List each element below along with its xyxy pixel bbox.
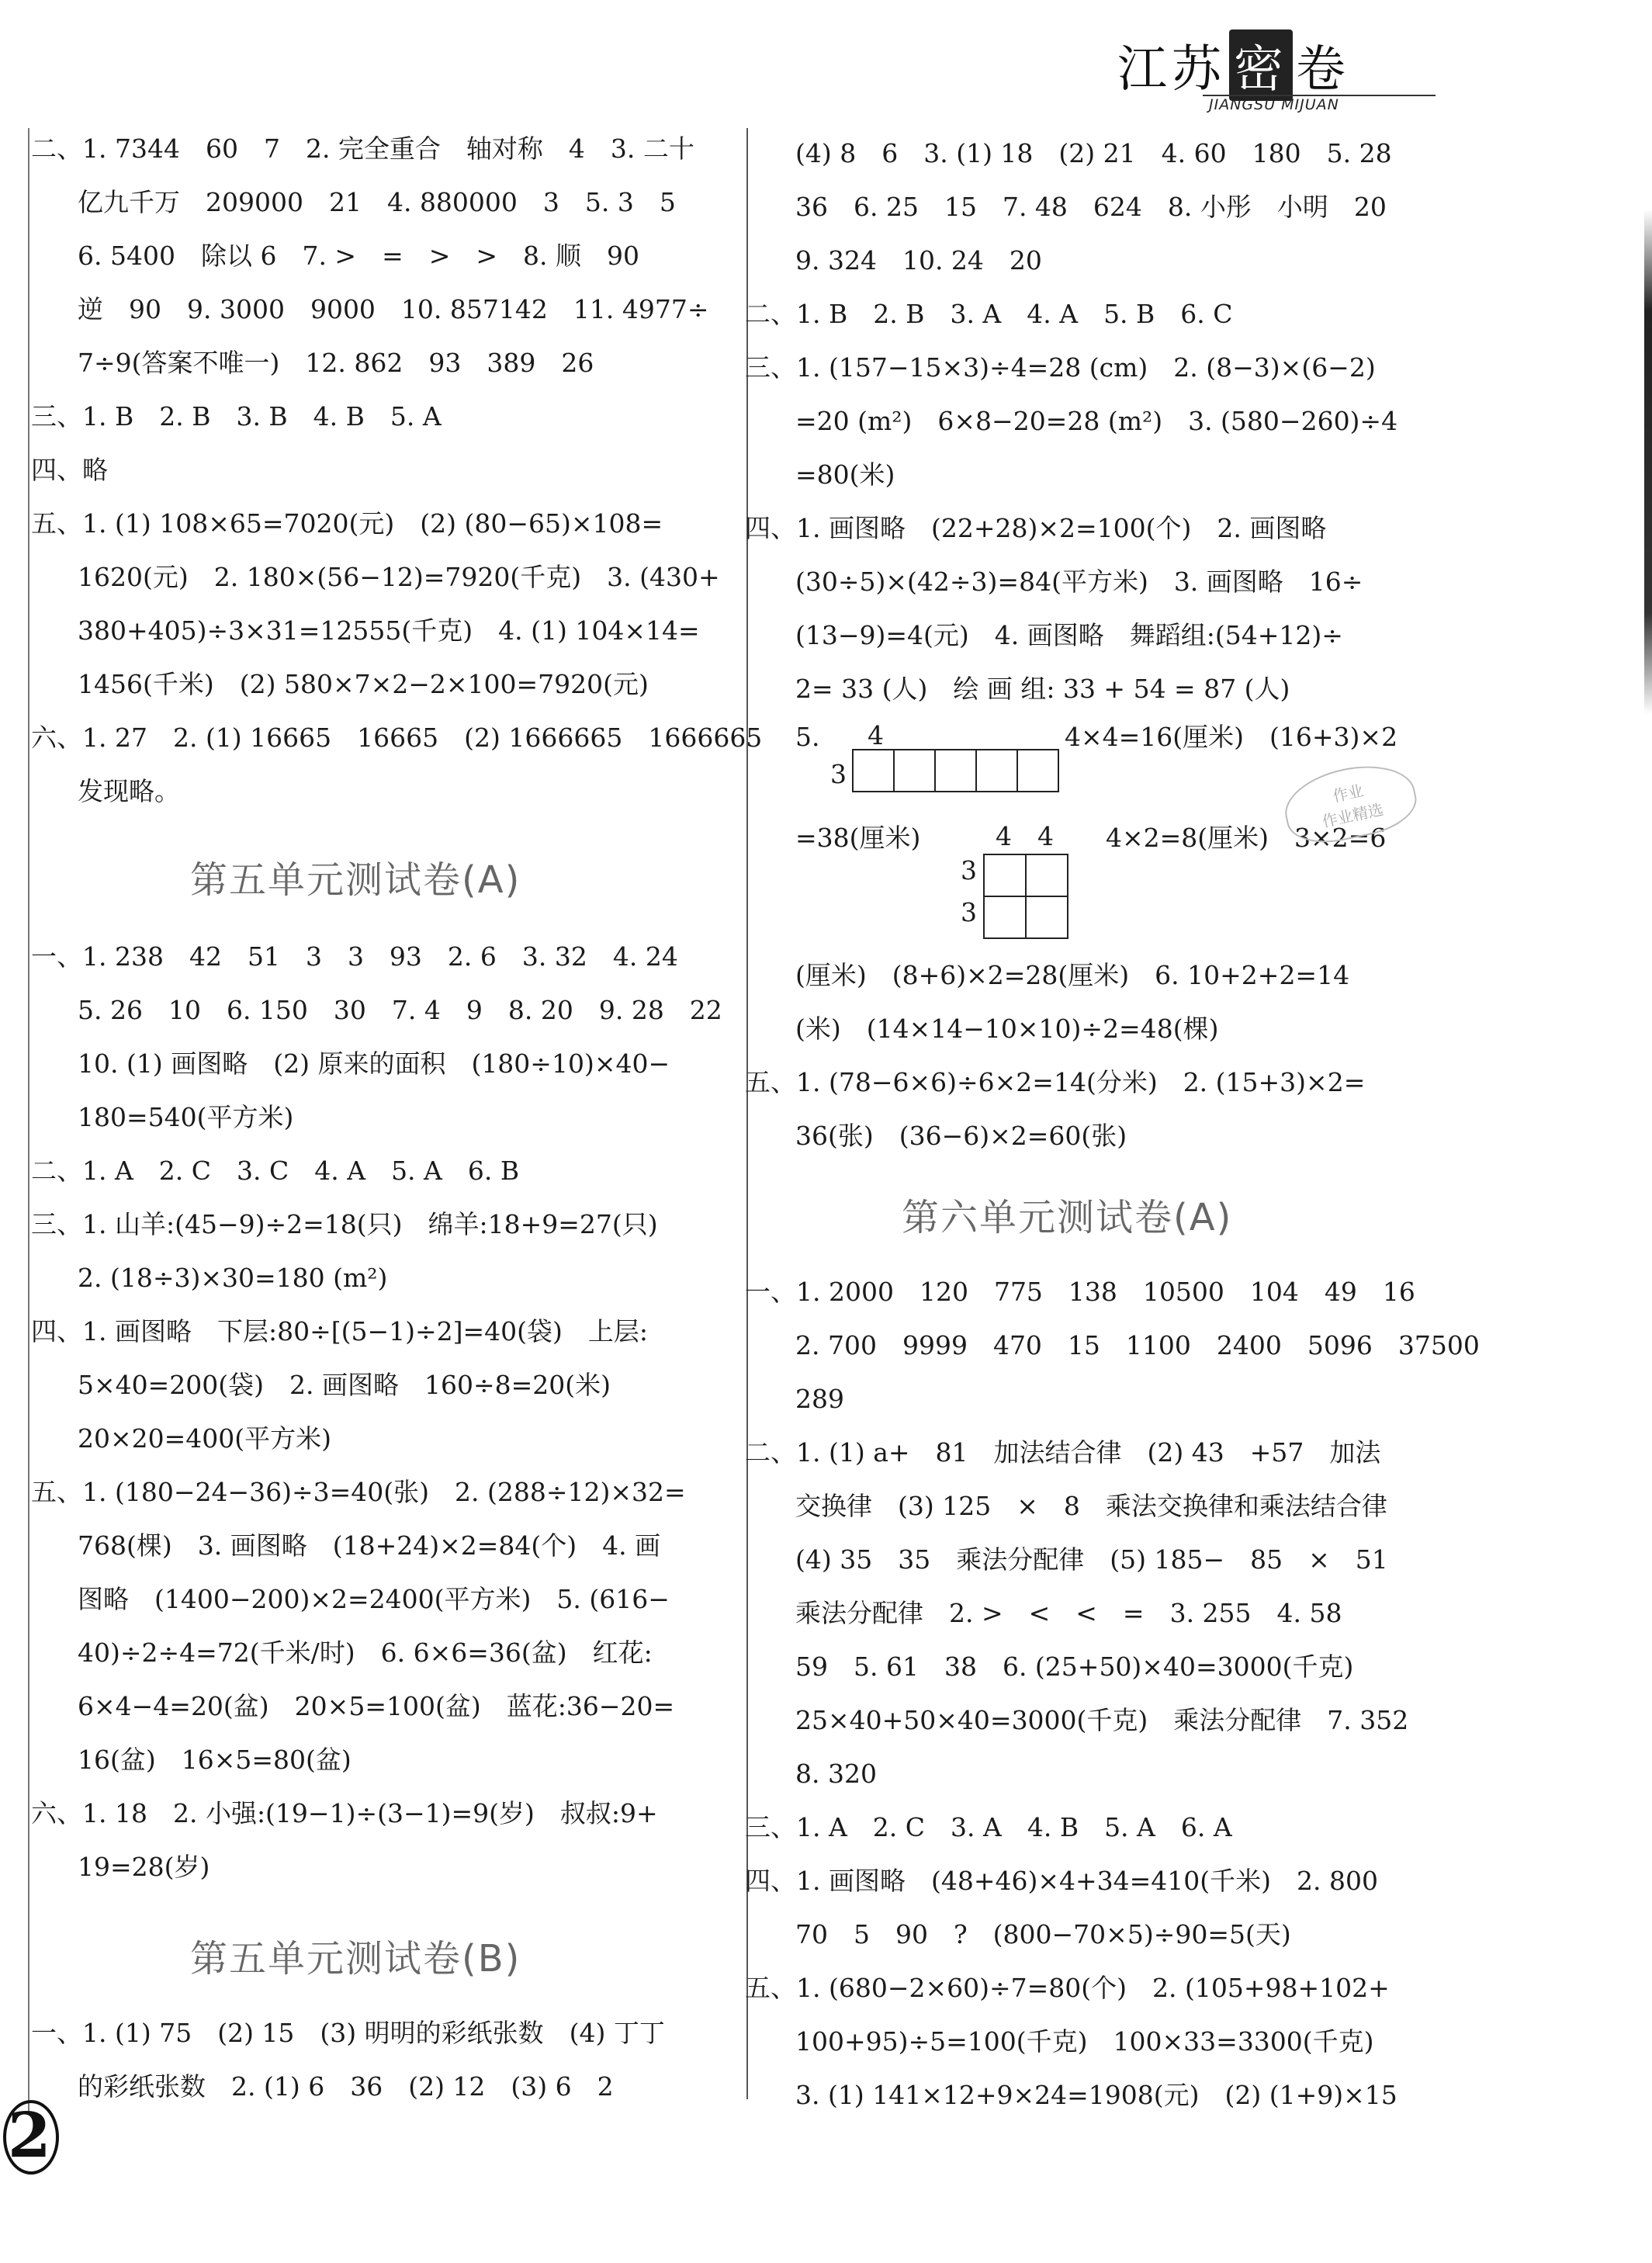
answer-line: 180=540(平方米) xyxy=(78,1102,294,1132)
answer-line: 1620(元) 2. 180×(56−12)=7920(千克) 3. (430+ xyxy=(78,562,720,592)
answer-line: 10. (1) 画图略 (2) 原来的面积 (180÷10)×40− xyxy=(78,1048,670,1079)
answer-line: 五、1. (78−6×6)÷6×2=14(分米) 2. (15+3)×2= xyxy=(745,1067,1366,1097)
answer-line: 16(盆) 16×5=80(盆) xyxy=(78,1745,352,1775)
q5-grid-cell xyxy=(1025,896,1068,939)
answer-line: 6×4−4=20(盆) 20×5=100(盆) 蓝花:36−20= xyxy=(78,1691,675,1721)
q5-calc-1: 4×4=16(厘米) (16+3)×2 xyxy=(1065,722,1398,752)
answer-line: 19=28(岁) xyxy=(78,1852,210,1882)
answer-line: 三、1. 山羊:(45−9)÷2=18(只) 绵羊:18+9=27(只) xyxy=(31,1209,658,1239)
answer-line: 三、1. B 2. B 3. B 4. B 5. A xyxy=(31,401,442,431)
q5-calc-3: 4×2=8(厘米) 3×2=6 xyxy=(1106,823,1387,853)
q5-grid-side-label: 3 xyxy=(961,855,977,885)
answer-line: 五、1. (680−2×60)÷7=80(个) 2. (105+98+102+ xyxy=(745,1973,1390,2003)
answer-line: 亿九千万 209000 21 4. 880000 3 5. 3 5 xyxy=(78,187,676,217)
answer-line: 7÷9(答案不唯一) 12. 862 93 389 26 xyxy=(78,348,594,378)
q5-grid-cell xyxy=(983,896,1027,939)
answer-line: =80(米) xyxy=(795,459,895,490)
answer-line: 二、1. 7344 60 7 2. 完全重合 轴对称 4 3. 二十 xyxy=(31,133,694,164)
q5-rect-cell xyxy=(1016,749,1059,792)
answer-line: 四、1. 画图略 (48+46)×4+34=410(千米) 2. 800 xyxy=(745,1866,1378,1896)
answer-line: 逆 90 9. 3000 9000 10. 857142 11. 4977÷ xyxy=(78,294,709,324)
section-heading-5a: 第五单元测试卷(A) xyxy=(190,858,521,902)
brand-logo xyxy=(1117,29,1443,115)
answer-line: 25×40+50×40=3000(千克) 乘法分配律 7. 352 xyxy=(795,1705,1409,1735)
answer-line: (米) (14×14−10×10)÷2=48(棵) xyxy=(795,1014,1219,1044)
stamp-line-2: 作业精选 xyxy=(1320,799,1385,831)
answer-line: (4) 35 35 乘法分配律 (5) 185− 85 × 51 xyxy=(795,1544,1388,1575)
answer-line: 1456(千米) (2) 580×7×2−2×100=7920(元) xyxy=(78,669,649,699)
answer-line: 乘法分配律 2. > < < = 3. 255 4. 58 xyxy=(795,1598,1342,1628)
answer-line: (13−9)=4(元) 4. 画图略 舞蹈组:(54+12)÷ xyxy=(795,620,1343,650)
section-heading-6a: 第六单元测试卷(A) xyxy=(902,1196,1233,1239)
answer-line: 二、1. A 2. C 3. C 4. A 5. A 6. B xyxy=(31,1156,520,1186)
answer-line: (30÷5)×(42÷3)=84(平方米) 3. 画图略 16÷ xyxy=(795,567,1363,597)
answer-line: 380+405)÷3×31=12555(千克) 4. (1) 104×14= xyxy=(78,615,700,646)
answer-line: 768(棵) 3. 画图略 (18+24)×2=84(个) 4. 画 xyxy=(78,1530,661,1561)
answer-line: 8. 320 xyxy=(795,1759,877,1789)
answer-line: 三、1. A 2. C 3. A 4. B 5. A 6. A xyxy=(745,1812,1232,1842)
q5-side-label: 3 xyxy=(830,759,847,789)
answer-line: 20×20=400(平方米) xyxy=(78,1423,332,1454)
answer-line: 三、1. (157−15×3)÷4=28 (cm) 2. (8−3)×(6−2) xyxy=(745,352,1376,383)
answer-line: (厘米) (8+6)×2=28(厘米) 6. 10+2+2=14 xyxy=(795,960,1350,990)
brand-subtitle: JIANGSU MIJUAN xyxy=(1209,96,1339,113)
answer-line: 图略 (1400−200)×2=2400(平方米) 5. (616− xyxy=(78,1584,670,1614)
answer-line: 一、1. 238 42 51 3 3 93 2. 6 3. 32 4. 24 xyxy=(31,941,678,972)
q5-rect-cell xyxy=(934,749,977,792)
answer-line: 的彩纸张数 2. (1) 6 36 (2) 12 (3) 6 2 xyxy=(78,2071,614,2102)
stamp-line-1: 作业 xyxy=(1331,781,1366,806)
q5-grid-side-label: 3 xyxy=(961,897,977,927)
answer-line: 交换律 (3) 125 × 8 乘法交换律和乘法结合律 xyxy=(795,1491,1387,1521)
answer-line: 四、1. 画图略 下层:80÷[(5−1)÷2]=40(袋) 上层: xyxy=(31,1316,649,1346)
answer-line: 36 6. 25 15 7. 48 624 8. 小彤 小明 20 xyxy=(795,192,1387,222)
q5-grid-cell xyxy=(983,854,1027,897)
answer-line: 二、1. B 2. B 3. A 4. A 5. B 6. C xyxy=(745,299,1233,329)
answer-line: 5×40=200(袋) 2. 画图略 160÷8=20(米) xyxy=(78,1370,611,1400)
q5-grid-top-label: 4 xyxy=(996,821,1012,851)
answer-line: 9. 324 10. 24 20 xyxy=(795,245,1042,276)
q5-calc-2: =38(厘米) xyxy=(795,823,921,853)
answer-line: 289 xyxy=(795,1384,844,1414)
q5-rect-cell xyxy=(852,749,895,792)
answer-line: 二、1. (1) a+ 81 加法结合律 (2) 43 +57 加法 xyxy=(745,1437,1381,1468)
column-divider xyxy=(746,128,748,2099)
brand-title-left: 江苏 xyxy=(1117,41,1226,99)
watermark-stamp xyxy=(1279,755,1422,851)
page-edge-mark xyxy=(1644,210,1652,714)
answer-line: 四、1. 画图略 (22+28)×2=100(个) 2. 画图略 xyxy=(745,513,1327,543)
answer-line: 发现略。 xyxy=(78,776,180,806)
section-heading-5b: 第五单元测试卷(B) xyxy=(190,1937,521,1981)
answer-line: 40)÷2÷4=72(千米/时) 6. 6×6=36(盆) 红花: xyxy=(78,1637,653,1668)
answer-line: 5. 26 10 6. 150 30 7. 4 9 8. 20 9. 28 22 xyxy=(78,995,722,1025)
answer-line: =20 (m²) 6×8−20=28 (m²) 3. (580−260)÷4 xyxy=(795,406,1398,436)
answer-line: 2. (18÷3)×30=180 (m²) xyxy=(78,1263,388,1293)
q5-top-label: 4 xyxy=(868,720,884,750)
answer-line: 六、1. 27 2. (1) 16665 16665 (2) 1666665 1666665 xyxy=(31,723,763,753)
answer-line: 6. 5400 除以 6 7. > = > > 8. 顺 90 xyxy=(78,241,639,271)
answer-line: 100+95)÷5=100(千克) 100×33=3300(千克) xyxy=(795,2026,1374,2057)
answer-line: 70 5 90 ? (800−70×5)÷90=5(天) xyxy=(795,1919,1291,1949)
brand-title-mid: 密 xyxy=(1229,29,1293,101)
answer-line: 四、略 xyxy=(31,455,108,485)
answer-line: 36(张) (36−6)×2=60(张) xyxy=(795,1121,1127,1151)
answer-line: (4) 8 6 3. (1) 18 (2) 21 4. 60 180 5. 28 xyxy=(795,138,1392,168)
q5-grid-cell xyxy=(1025,854,1068,897)
answer-line: 一、1. 2000 120 775 138 10500 104 49 16 xyxy=(745,1277,1415,1307)
brand-title-right: 卷 xyxy=(1296,41,1350,99)
answer-line: 五、1. (1) 108×65=7020(元) (2) (80−65)×108= xyxy=(31,508,663,539)
answer-line: 59 5. 61 38 6. (25+50)×40=3000(千克) xyxy=(795,1651,1354,1682)
brand-title xyxy=(1117,29,1350,101)
left-margin-rule xyxy=(28,128,29,2115)
answer-line: 2= 33 (人) 绘 画 组: 33 + 54 = 87 (人) xyxy=(795,674,1290,704)
page-number xyxy=(3,2095,64,2181)
q5-label: 5. xyxy=(795,722,820,752)
answer-line: 3. (1) 141×12+9×24=1908(元) (2) (1+9)×15 xyxy=(795,2080,1397,2110)
q5-rect-cell xyxy=(975,749,1018,792)
q5-grid-top-label: 4 xyxy=(1037,821,1054,851)
answer-line: 2. 700 9999 470 15 1100 2400 5096 37500 xyxy=(795,1330,1480,1360)
page-number-text: 2 xyxy=(8,2098,51,2171)
q5-rect-cell xyxy=(893,749,936,792)
answer-line: 五、1. (180−24−36)÷3=40(张) 2. (288÷12)×32= xyxy=(31,1477,686,1507)
answer-line: 一、1. (1) 75 (2) 15 (3) 明明的彩纸张数 (4) 丁丁 xyxy=(31,2018,665,2048)
answer-line: 六、1. 18 2. 小强:(19−1)÷(3−1)=9(岁) 叔叔:9+ xyxy=(31,1798,658,1828)
